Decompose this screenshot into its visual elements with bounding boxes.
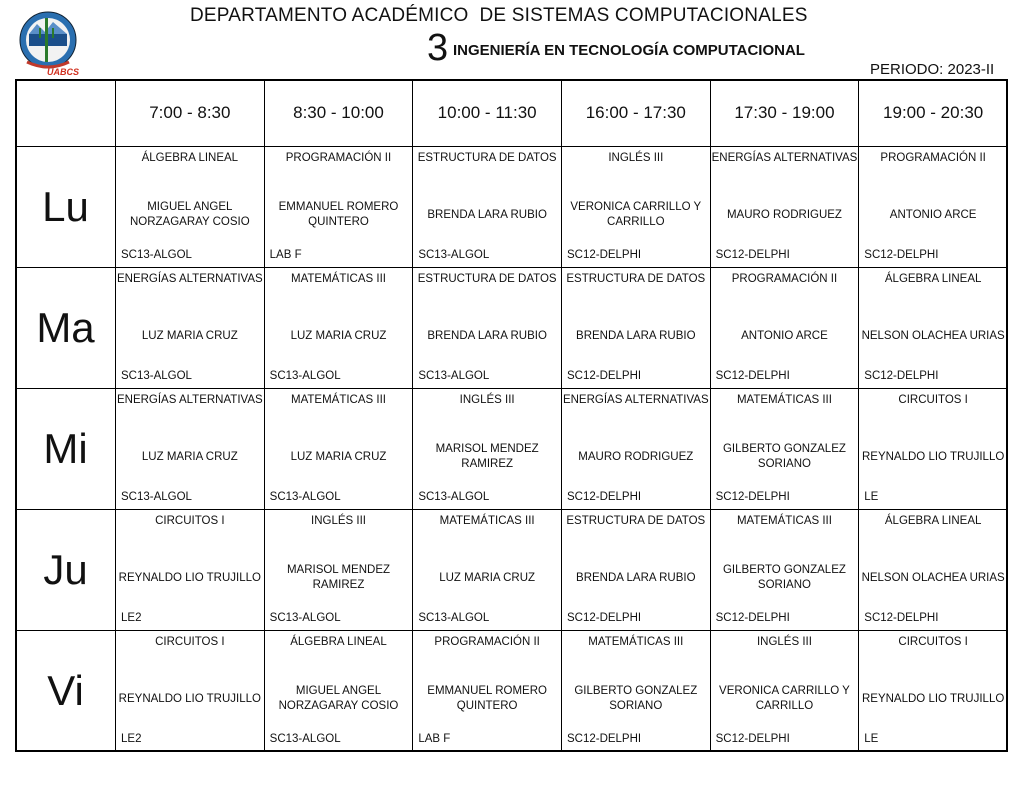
day-row-lu [16, 147, 1008, 268]
class-cell [561, 147, 710, 268]
teacher: NELSON OLACHEA URIAS [861, 571, 1005, 584]
teacher: BRENDA LARA RUBIO [427, 208, 547, 221]
class-cell [710, 510, 859, 631]
room: SC12-DELPHI [715, 612, 790, 624]
subject: ENERGÍAS ALTERNATIVAS [116, 394, 263, 406]
teacher: LUZ MARIA CRUZ [439, 571, 536, 584]
room: SC13-ALGOL [418, 612, 490, 624]
room: SC12-DELPHI [566, 370, 642, 382]
room: SC12-DELPHI [566, 491, 642, 503]
room: LAB F [269, 249, 302, 261]
corner-cell [16, 80, 116, 147]
subject: PROGRAMACIÓN II [285, 152, 392, 164]
teacher: REYNALDO LIO TRUJILLO [861, 450, 1005, 463]
teacher: MAURO RODRIGUEZ [578, 450, 694, 463]
class-cell [413, 631, 562, 752]
semester-number: 3 [427, 27, 449, 69]
class-cell [264, 631, 413, 752]
class-cell [116, 147, 265, 268]
day-label: Lu [16, 147, 116, 268]
logo-text: UABCS [46, 67, 80, 76]
class-cell [561, 510, 710, 631]
subject: INGLÉS III [459, 394, 515, 406]
room: LAB F [418, 733, 451, 745]
subject: ENERGÍAS ALTERNATIVAS [116, 273, 263, 285]
time-header-row [16, 80, 1008, 147]
room: LE [864, 491, 879, 503]
room: SC13-ALGOL [269, 733, 341, 745]
room: SC13-ALGOL [418, 370, 490, 382]
class-cell [413, 510, 562, 631]
time-slot: 10:00 - 11:30 [413, 80, 562, 147]
room: LE2 [121, 612, 142, 624]
day-label: Ma [16, 268, 116, 389]
room: SC12-DELPHI [715, 370, 790, 382]
subject: INGLÉS III [756, 636, 812, 648]
teacher: ANTONIO ARCE [889, 208, 977, 221]
class-cell [710, 389, 859, 510]
teacher: REYNALDO LIO TRUJILLO [861, 692, 1005, 705]
teacher: MARISOL MENDEZ RAMIREZ [286, 564, 391, 591]
class-cell [561, 389, 710, 510]
time-slot: 8:30 - 10:00 [264, 80, 413, 147]
room: SC12-DELPHI [566, 249, 642, 261]
subject: INGLÉS III [608, 152, 664, 164]
room: LE2 [121, 733, 142, 745]
room: SC12-DELPHI [864, 249, 939, 261]
teacher: MAURO RODRIGUEZ [726, 208, 842, 221]
class-cell [116, 510, 265, 631]
teacher: BRENDA LARA RUBIO [576, 329, 696, 342]
room: SC13-ALGOL [269, 612, 341, 624]
class-cell [264, 268, 413, 389]
subject: ÁLGEBRA LINEAL [884, 515, 982, 527]
department-title: DEPARTAMENTO ACADÉMICO DE SISTEMAS COMPUTACIONALES [190, 5, 808, 26]
teacher: NELSON OLACHEA URIAS [861, 329, 1005, 342]
class-cell [413, 147, 562, 268]
teacher: REYNALDO LIO TRUJILLO [118, 571, 261, 584]
schedule-table [15, 79, 1008, 752]
teacher: MIGUEL ANGEL NORZAGARAY COSIO [129, 201, 250, 228]
subject: ESTRUCTURA DE DATOS [566, 273, 706, 285]
subject: PROGRAMACIÓN II [880, 152, 986, 164]
teacher: BRENDA LARA RUBIO [576, 571, 696, 584]
subject: ÁLGEBRA LINEAL [884, 273, 982, 285]
teacher: LUZ MARIA CRUZ [141, 329, 238, 342]
university-logo [15, 10, 81, 76]
class-cell [264, 510, 413, 631]
subject: MATEMÁTICAS III [290, 394, 386, 406]
class-cell [710, 268, 859, 389]
period-label: PERIODO: 2023-II [870, 61, 995, 78]
class-cell [710, 631, 859, 752]
teacher: GILBERTO GONZALEZ SORIANO [722, 564, 846, 591]
subject: MATEMÁTICAS III [290, 273, 386, 285]
teacher: MIGUEL ANGEL NORZAGARAY COSIO [278, 685, 399, 712]
teacher: MARISOL MENDEZ RAMIREZ [435, 443, 539, 470]
room: SC13-ALGOL [269, 491, 341, 503]
class-cell [859, 631, 1008, 752]
room: SC12-DELPHI [715, 491, 790, 503]
subject: ENERGÍAS ALTERNATIVAS [562, 394, 709, 406]
class-cell [859, 268, 1008, 389]
teacher: REYNALDO LIO TRUJILLO [118, 692, 261, 705]
room: SC13-ALGOL [269, 370, 341, 382]
class-cell [264, 147, 413, 268]
teacher: VERONICA CARRILLO Y CARRILLO [570, 201, 702, 228]
day-label: Ju [16, 510, 116, 631]
day-label: Mi [16, 389, 116, 510]
teacher: GILBERTO GONZALEZ SORIANO [722, 443, 846, 470]
room: SC13-ALGOL [121, 491, 192, 503]
class-cell [116, 389, 265, 510]
class-cell [561, 268, 710, 389]
room: SC12-DELPHI [566, 612, 642, 624]
class-cell [116, 631, 265, 752]
subject: CIRCUITOS I [155, 636, 225, 648]
class-cell [116, 268, 265, 389]
subject: CIRCUITOS I [898, 394, 968, 406]
teacher: LUZ MARIA CRUZ [290, 450, 387, 463]
class-cell [859, 510, 1008, 631]
class-cell [413, 389, 562, 510]
teacher: EMMANUEL ROMERO QUINTERO [427, 685, 547, 712]
room: SC12-DELPHI [566, 733, 642, 745]
room: SC13-ALGOL [418, 491, 490, 503]
room: SC12-DELPHI [715, 733, 790, 745]
room: SC12-DELPHI [864, 370, 939, 382]
room: SC13-ALGOL [418, 249, 490, 261]
class-cell [561, 631, 710, 752]
day-row-mi [16, 389, 1008, 510]
room: LE [864, 733, 879, 745]
time-slot: 19:00 - 20:30 [859, 80, 1008, 147]
subject: PROGRAMACIÓN II [434, 636, 540, 648]
subject: MATEMÁTICAS III [736, 394, 832, 406]
teacher: LUZ MARIA CRUZ [141, 450, 238, 463]
class-cell [710, 147, 859, 268]
time-slot: 17:30 - 19:00 [710, 80, 859, 147]
subject: ESTRUCTURA DE DATOS [566, 515, 706, 527]
day-row-ju [16, 510, 1008, 631]
room: SC13-ALGOL [121, 249, 192, 261]
room: SC12-DELPHI [864, 612, 939, 624]
class-cell [264, 389, 413, 510]
subject: PROGRAMACIÓN II [731, 273, 838, 285]
class-cell [859, 389, 1008, 510]
subject: MATEMÁTICAS III [439, 515, 535, 527]
day-row-ma [16, 268, 1008, 389]
teacher: LUZ MARIA CRUZ [290, 329, 387, 342]
teacher: ANTONIO ARCE [741, 329, 828, 342]
subject: MATEMÁTICAS III [736, 515, 832, 527]
subject: MATEMÁTICAS III [588, 636, 684, 648]
room: SC13-ALGOL [121, 370, 192, 382]
time-slot: 7:00 - 8:30 [116, 80, 265, 147]
teacher: EMMANUEL ROMERO QUINTERO [278, 201, 399, 228]
room: SC12-DELPHI [715, 249, 790, 261]
subject: ESTRUCTURA DE DATOS [417, 273, 557, 285]
subject: ÁLGEBRA LINEAL [141, 152, 239, 164]
subject: CIRCUITOS I [898, 636, 968, 648]
subject: ÁLGEBRA LINEAL [290, 636, 387, 648]
career-title: INGENIERÍA EN TECNOLOGÍA COMPUTACIONAL [453, 42, 805, 59]
time-slot: 16:00 - 17:30 [561, 80, 710, 147]
subject: CIRCUITOS I [155, 515, 225, 527]
teacher: BRENDA LARA RUBIO [427, 329, 547, 342]
teacher: GILBERTO GONZALEZ SORIANO [574, 685, 698, 712]
class-cell [859, 147, 1008, 268]
class-cell [413, 268, 562, 389]
teacher: VERONICA CARRILLO Y CARRILLO [719, 685, 850, 712]
day-label: Vi [16, 631, 116, 752]
subject: ESTRUCTURA DE DATOS [417, 152, 557, 164]
subject: ENERGÍAS ALTERNATIVAS [711, 152, 858, 164]
day-row-vi [16, 631, 1008, 752]
subject: INGLÉS III [311, 515, 366, 527]
